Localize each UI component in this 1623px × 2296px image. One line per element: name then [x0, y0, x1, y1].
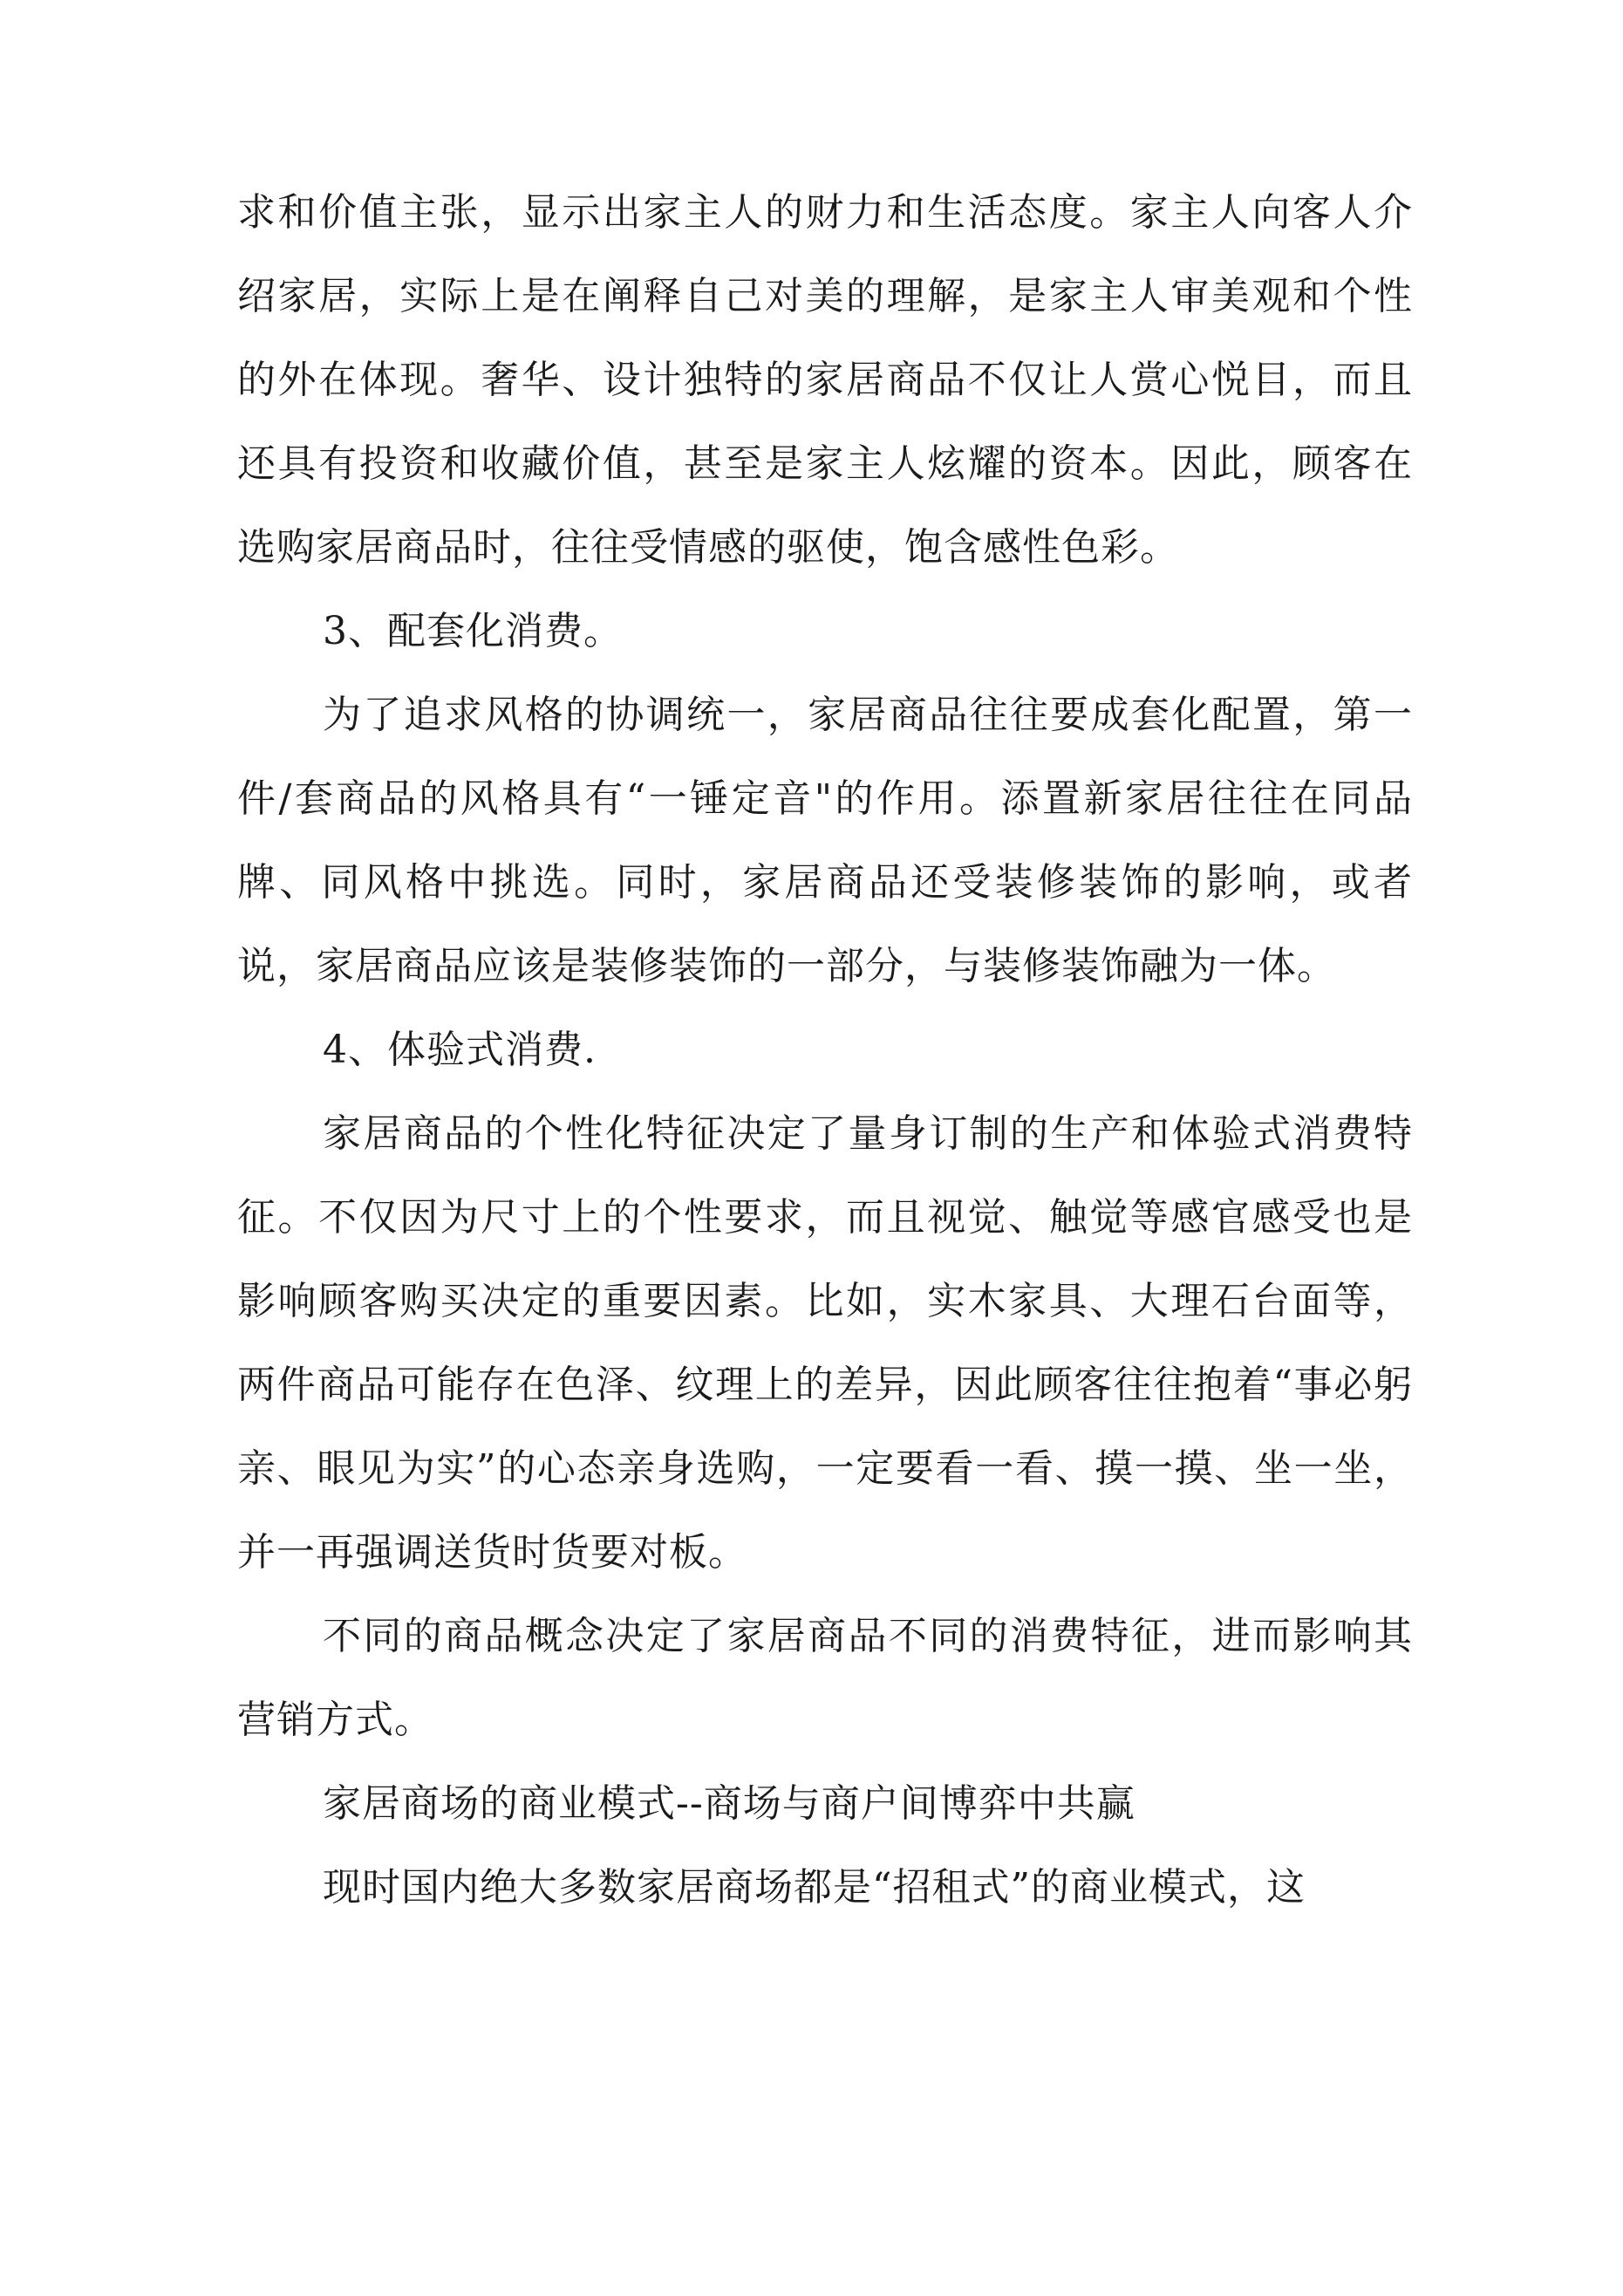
paragraph-business-model: 现时国内绝大多数家居商场都是“招租式”的商业模式，这: [323, 1865, 1306, 1910]
heading-experiential-consumption: 4、体验式消费.: [323, 1028, 597, 1072]
paragraph-summary: 不同的商品概念决定了家居商品不同的消费特征，进而影响其营销方式。: [237, 1614, 1413, 1742]
paragraph-experiential-consumption: 家居商品的个性化特征决定了量身订制的生产和体验式消费特征。不仅因为尺寸上的个性要求，而且视觉、触觉等感官感受也是影响顾客购买决定的重要因素。比如，实木家具、大理石台面等，两件商品可能存在色泽、纹理上的差异，因此顾客往往抱着“事必躬亲、眼见为实”的心态亲身选购，一定要看一看、摸一摸、坐一坐，并一再强调送货时货要对板。: [237, 1111, 1413, 1575]
section-heading-business-model: 家居商场的商业模式--商场与商户间博弈中共赢: [323, 1781, 1135, 1826]
heading-bundled-consumption: 3、配套化消费。: [323, 609, 623, 653]
paragraph-continuation: 求和价值主张，显示出家主人的财力和生活态度。家主人向客人介绍家居，实际上是在阐释自己对美的理解，是家主人审美观和个性的外在体现。奢华、设计独特的家居商品不仅让人赏心悦目，而且还具有投资和收藏价值，甚至是家主人炫耀的资本。因此，顾客在选购家居商品时，往往受情感的驱使，饱含感性色彩。: [237, 190, 1413, 570]
document-body: [237, 171, 1413, 1930]
paragraph-bundled-consumption: 为了追求风格的协调统一，家居商品往往要成套化配置，第一件/套商品的风格具有“一锤定音"的作用。添置新家居往往在同品牌、同风格中挑选。同时，家居商品还受装修装饰的影响，或者说，家居商品应该是装修装饰的一部分，与装修装饰融为一体。: [237, 693, 1413, 988]
